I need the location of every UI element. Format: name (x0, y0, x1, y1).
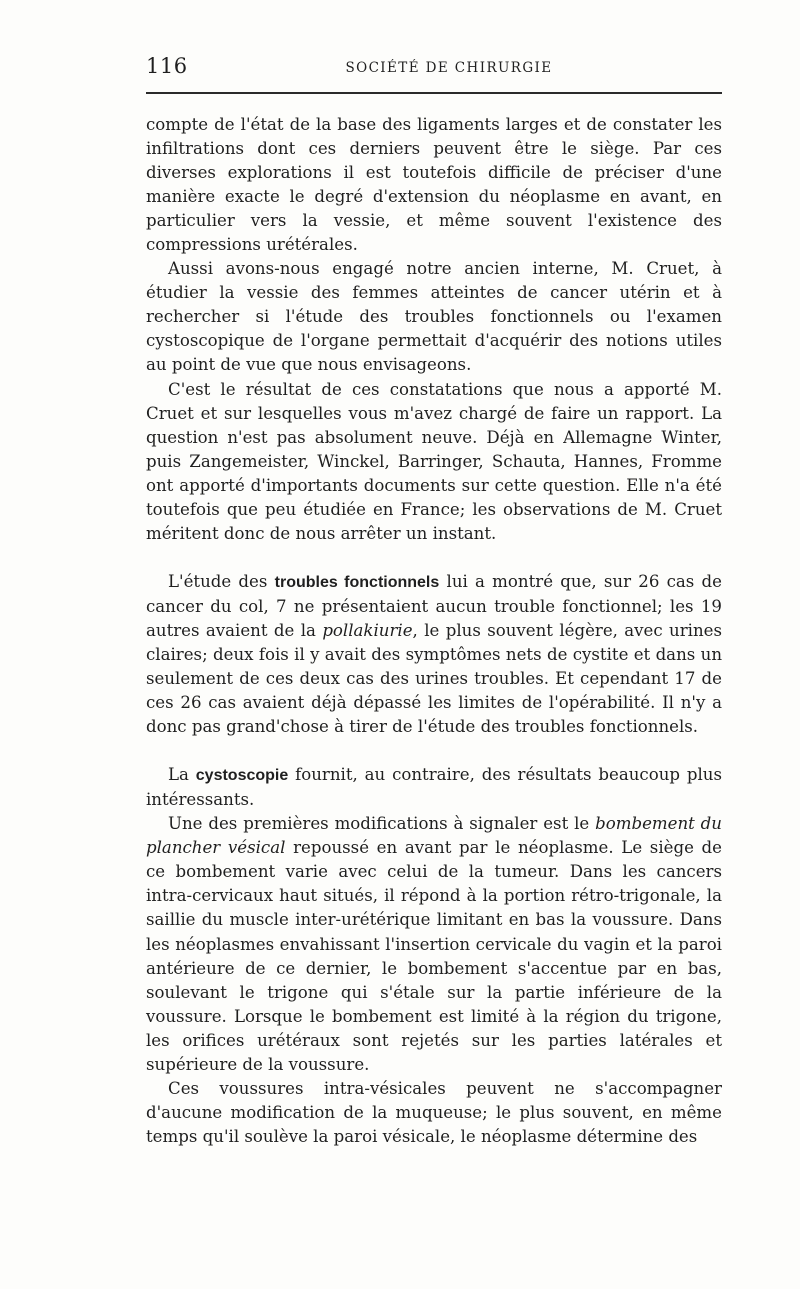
body-text (146, 113, 722, 1149)
page-number: 116 (146, 54, 188, 78)
keyword-troubles-fonctionnels: troubles fonctionnels (274, 573, 440, 591)
text-run: La (168, 765, 196, 785)
running-header (146, 50, 722, 90)
keyword-cystoscopie: cystoscopie (195, 767, 289, 785)
italic-term-pollakiurie: pollakiurie (322, 620, 413, 640)
text-run: , le plus souvent légère, avec urines claires; deux fois il y avait des symptômes nets de cystite et dans un seulement de ces deux cas des urines troubles. Et cependant 17 de ces 26 cas avaient déjà dépassé les limites de l'opérabilité. Il n'y a donc pas grand'chose à tirer de l'étude des troubles fonctionnels. (146, 620, 722, 737)
italic-term-bombement: bombement du plancher vésical (146, 814, 722, 858)
paragraph-functional-troubles (146, 570, 722, 739)
text-run: L'étude des (168, 571, 275, 591)
header-rule (146, 92, 722, 94)
paragraph-bombement (146, 812, 722, 1077)
paragraph-voussures: Ces voussures intra-vésicales peuvent ne s'accompagner d'aucune modification de la muqueuse; le plus souvent, en même temps qu'il soulève la paroi vésicale, le néoplasme détermine des (146, 1078, 722, 1146)
paragraph: Aussi avons-nous engagé notre ancien interne, M. Cruet, à étudier la vessie des femmes atteintes de cancer utérin et à rechercher si l'étude des troubles fonctionnels ou l'examen cystoscopique de l'organe permettait d'acquérir des notions utiles au point de vue que nous envisageons. (146, 259, 722, 375)
text-run: repoussé en avant par le néoplasme. Le siège de ce bombement varie avec celui de la tumeur. Dans les cancers intra-cervicaux haut situés, il répond à la portion rétro-trigonale, la saillie du muscle inter-urétérique limitant en bas la voussure. Dans les néoplasmes envahissant l'insertion cervicale du vagin et la paroi antérieure de ce dernier, le bombement s'accentue par en bas, soulevant le trigone qui s'étale sur la partie inférieure de la voussure. Lorsque le bombement est limité à la région du trigone, les orifices urétéraux sont rejetés sur les parties latérales et supérieure de la voussure. (146, 838, 723, 1074)
paragraph: C'est le résultat de ces constatations que nous a apporté M. Cruet et sur lesquelles vous m'avez chargé de faire un rapport. La question n'est pas absolument neuve. Déjà en Allemagne Winter, puis Zangemeister, Winckel, Barringer, Schauta, Hannes, Fromme ont apporté d'importants documents sur cette question. Elle n'a été toutefois que peu étudiée en France; les observations de M. Cruet méritent donc de nous arrêter un instant. (146, 379, 722, 543)
paragraph-continued: compte de l'état de la base des ligaments larges et de constater les infiltrations dont ces derniers peuvent être le siège. Par ces diverses explorations il est toutefois difficile de préciser d'une manière exacte le degré d'extension du néoplasme en avant, en particulier vers la vessie, et même souvent l'existence des compressions urétérales. (146, 115, 722, 255)
text-run: fournit, au contraire, des résultats beaucoup plus intéressants. (146, 765, 722, 810)
text-run: Une des premières modifications à signaler est le (168, 814, 596, 834)
paragraph-cystoscopy (146, 763, 722, 812)
text-run: lui a montré que, sur 26 cas de cancer du col, 7 ne présentaient aucun trouble fonctionnel; les 19 autres avaient de la (146, 571, 722, 640)
running-title: SOCIÉTÉ DE CHIRURGIE (345, 60, 553, 76)
